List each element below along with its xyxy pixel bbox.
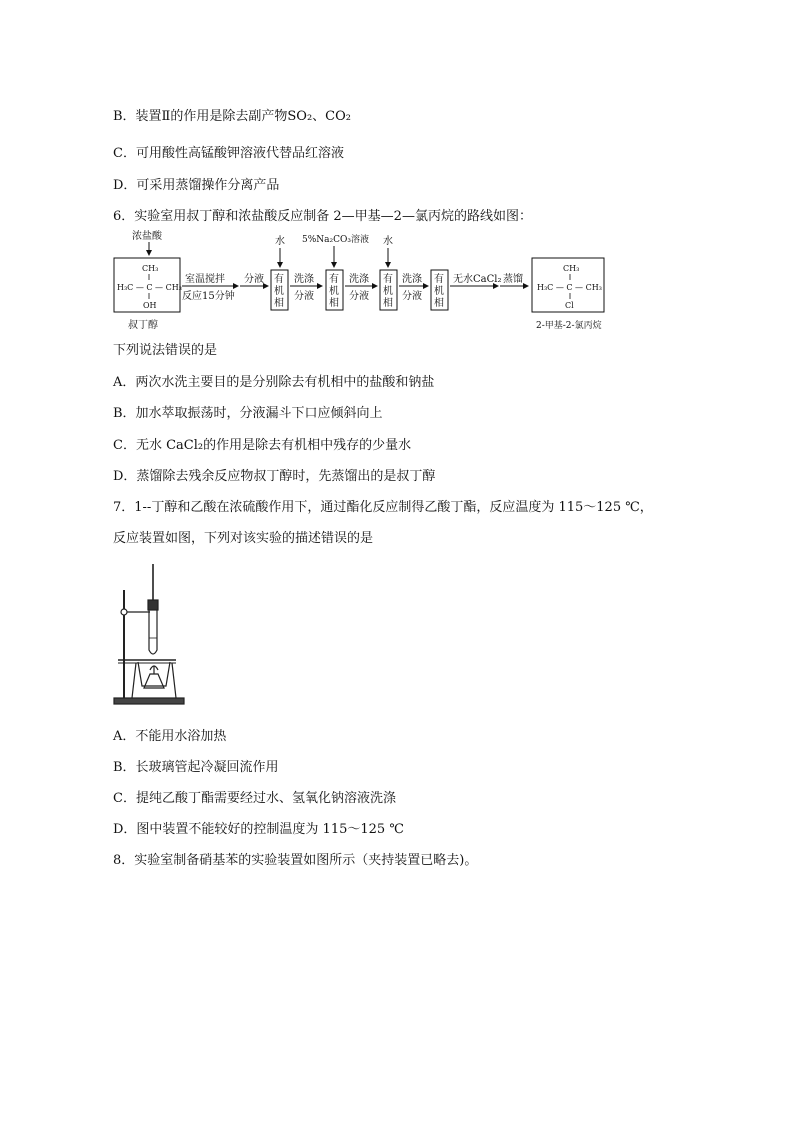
organic-char: 机 [383, 286, 393, 297]
water-1-label: 水 [275, 236, 285, 247]
reactant-main-chain: H₃C — C — CH₃ [117, 283, 182, 292]
wash-2-label: 洗涤 [349, 274, 369, 285]
option-c-q7: C．提纯乙酸丁酯需要经过水、氢氧化钠溶液洗涤 [113, 791, 396, 806]
question-6-stem: 6．实验室用叔丁醇和浓盐酸反应制备 2—甲基—2—氯丙烷的路线如图： [113, 209, 532, 224]
organic-char: 机 [274, 286, 284, 297]
step1-condition-top: 室温搅拌 [185, 274, 225, 285]
organic-char: 相 [274, 298, 284, 309]
reflux-apparatus-image [110, 562, 200, 708]
question-6-prompt: 下列说法错误的是 [113, 343, 218, 358]
distill-label: 蒸馏 [503, 274, 523, 285]
organic-char: 相 [434, 298, 444, 309]
organic-char: 相 [383, 298, 393, 309]
question-8-stem: 8．实验室制备硝基苯的实验装置如图所示（夹持装置已略去)。 [113, 853, 478, 868]
organic-char: 有 [274, 274, 284, 285]
option-d-q6: D．蒸馏除去残余反应物叔丁醇时，先蒸馏出的是叔丁醇 [113, 469, 436, 484]
separate-3-label: 分液 [349, 291, 369, 302]
option-b-q5: B．装置Ⅱ的作用是除去副产物SO₂、CO₂ [113, 109, 351, 124]
water-2-label: 水 [383, 236, 393, 247]
product-cl: Cl [565, 301, 574, 310]
cacl2-label: 无水CaCl₂ [453, 274, 502, 285]
option-d-q7: D．图中装置不能较好的控制温度为 115～125 ℃ [113, 822, 404, 837]
step1-condition-bottom: 反应15分钟 [182, 291, 235, 302]
question-7-stem-cont: 反应装置如图，下列对该实验的描述错误的是 [113, 531, 374, 546]
option-a-q7: A．不能用水浴加热 [113, 729, 227, 744]
option-d-q5: D．可采用蒸馏操作分离产品 [113, 178, 280, 193]
reactant-name: 叔丁醇 [128, 320, 158, 331]
product-ch3: CH₃ [563, 264, 580, 273]
option-c-q5: C．可用酸性高锰酸钾溶液代替品红溶液 [113, 146, 344, 161]
na2co3-label: 5%Na₂CO₃溶液 [302, 235, 369, 245]
organic-char: 有 [329, 274, 339, 285]
product-name: 2-甲基-2-氯丙烷 [536, 321, 602, 331]
synthesis-flow-diagram [112, 228, 612, 340]
option-c-q6: C．无水 CaCl₂的作用是除去有机相中残存的少量水 [113, 438, 412, 453]
separate-1-label: 分液 [244, 274, 264, 285]
organic-char: 机 [329, 286, 339, 297]
question-7-stem: 7．1-‐丁醇和乙酸在浓硫酸作用下，通过酯化反应制得乙酸丁酯，反应温度为 115～125 ℃， [113, 500, 653, 515]
wash-1-label: 洗涤 [294, 274, 314, 285]
product-main-chain: H₃C — C — CH₃ [537, 283, 602, 292]
organic-char: 有 [383, 274, 393, 285]
option-b-q7: B．长玻璃管起冷凝回流作用 [113, 760, 279, 775]
option-b-q6: B．加水萃取振荡时，分液漏斗下口应倾斜向上 [113, 406, 383, 421]
option-a-q6: A．两次水洗主要目的是分别除去有机相中的盐酸和钠盐 [113, 375, 435, 390]
organic-char: 机 [434, 286, 444, 297]
reactant-oh: OH [143, 301, 157, 310]
organic-char: 有 [434, 274, 444, 285]
reagent-hcl-label: 浓盐酸 [132, 231, 162, 242]
organic-char: 相 [329, 298, 339, 309]
separate-2-label: 分液 [294, 291, 314, 302]
wash-3-label: 洗涤 [402, 274, 422, 285]
reactant-ch3: CH₃ [142, 264, 159, 273]
separate-4-label: 分液 [402, 291, 422, 302]
